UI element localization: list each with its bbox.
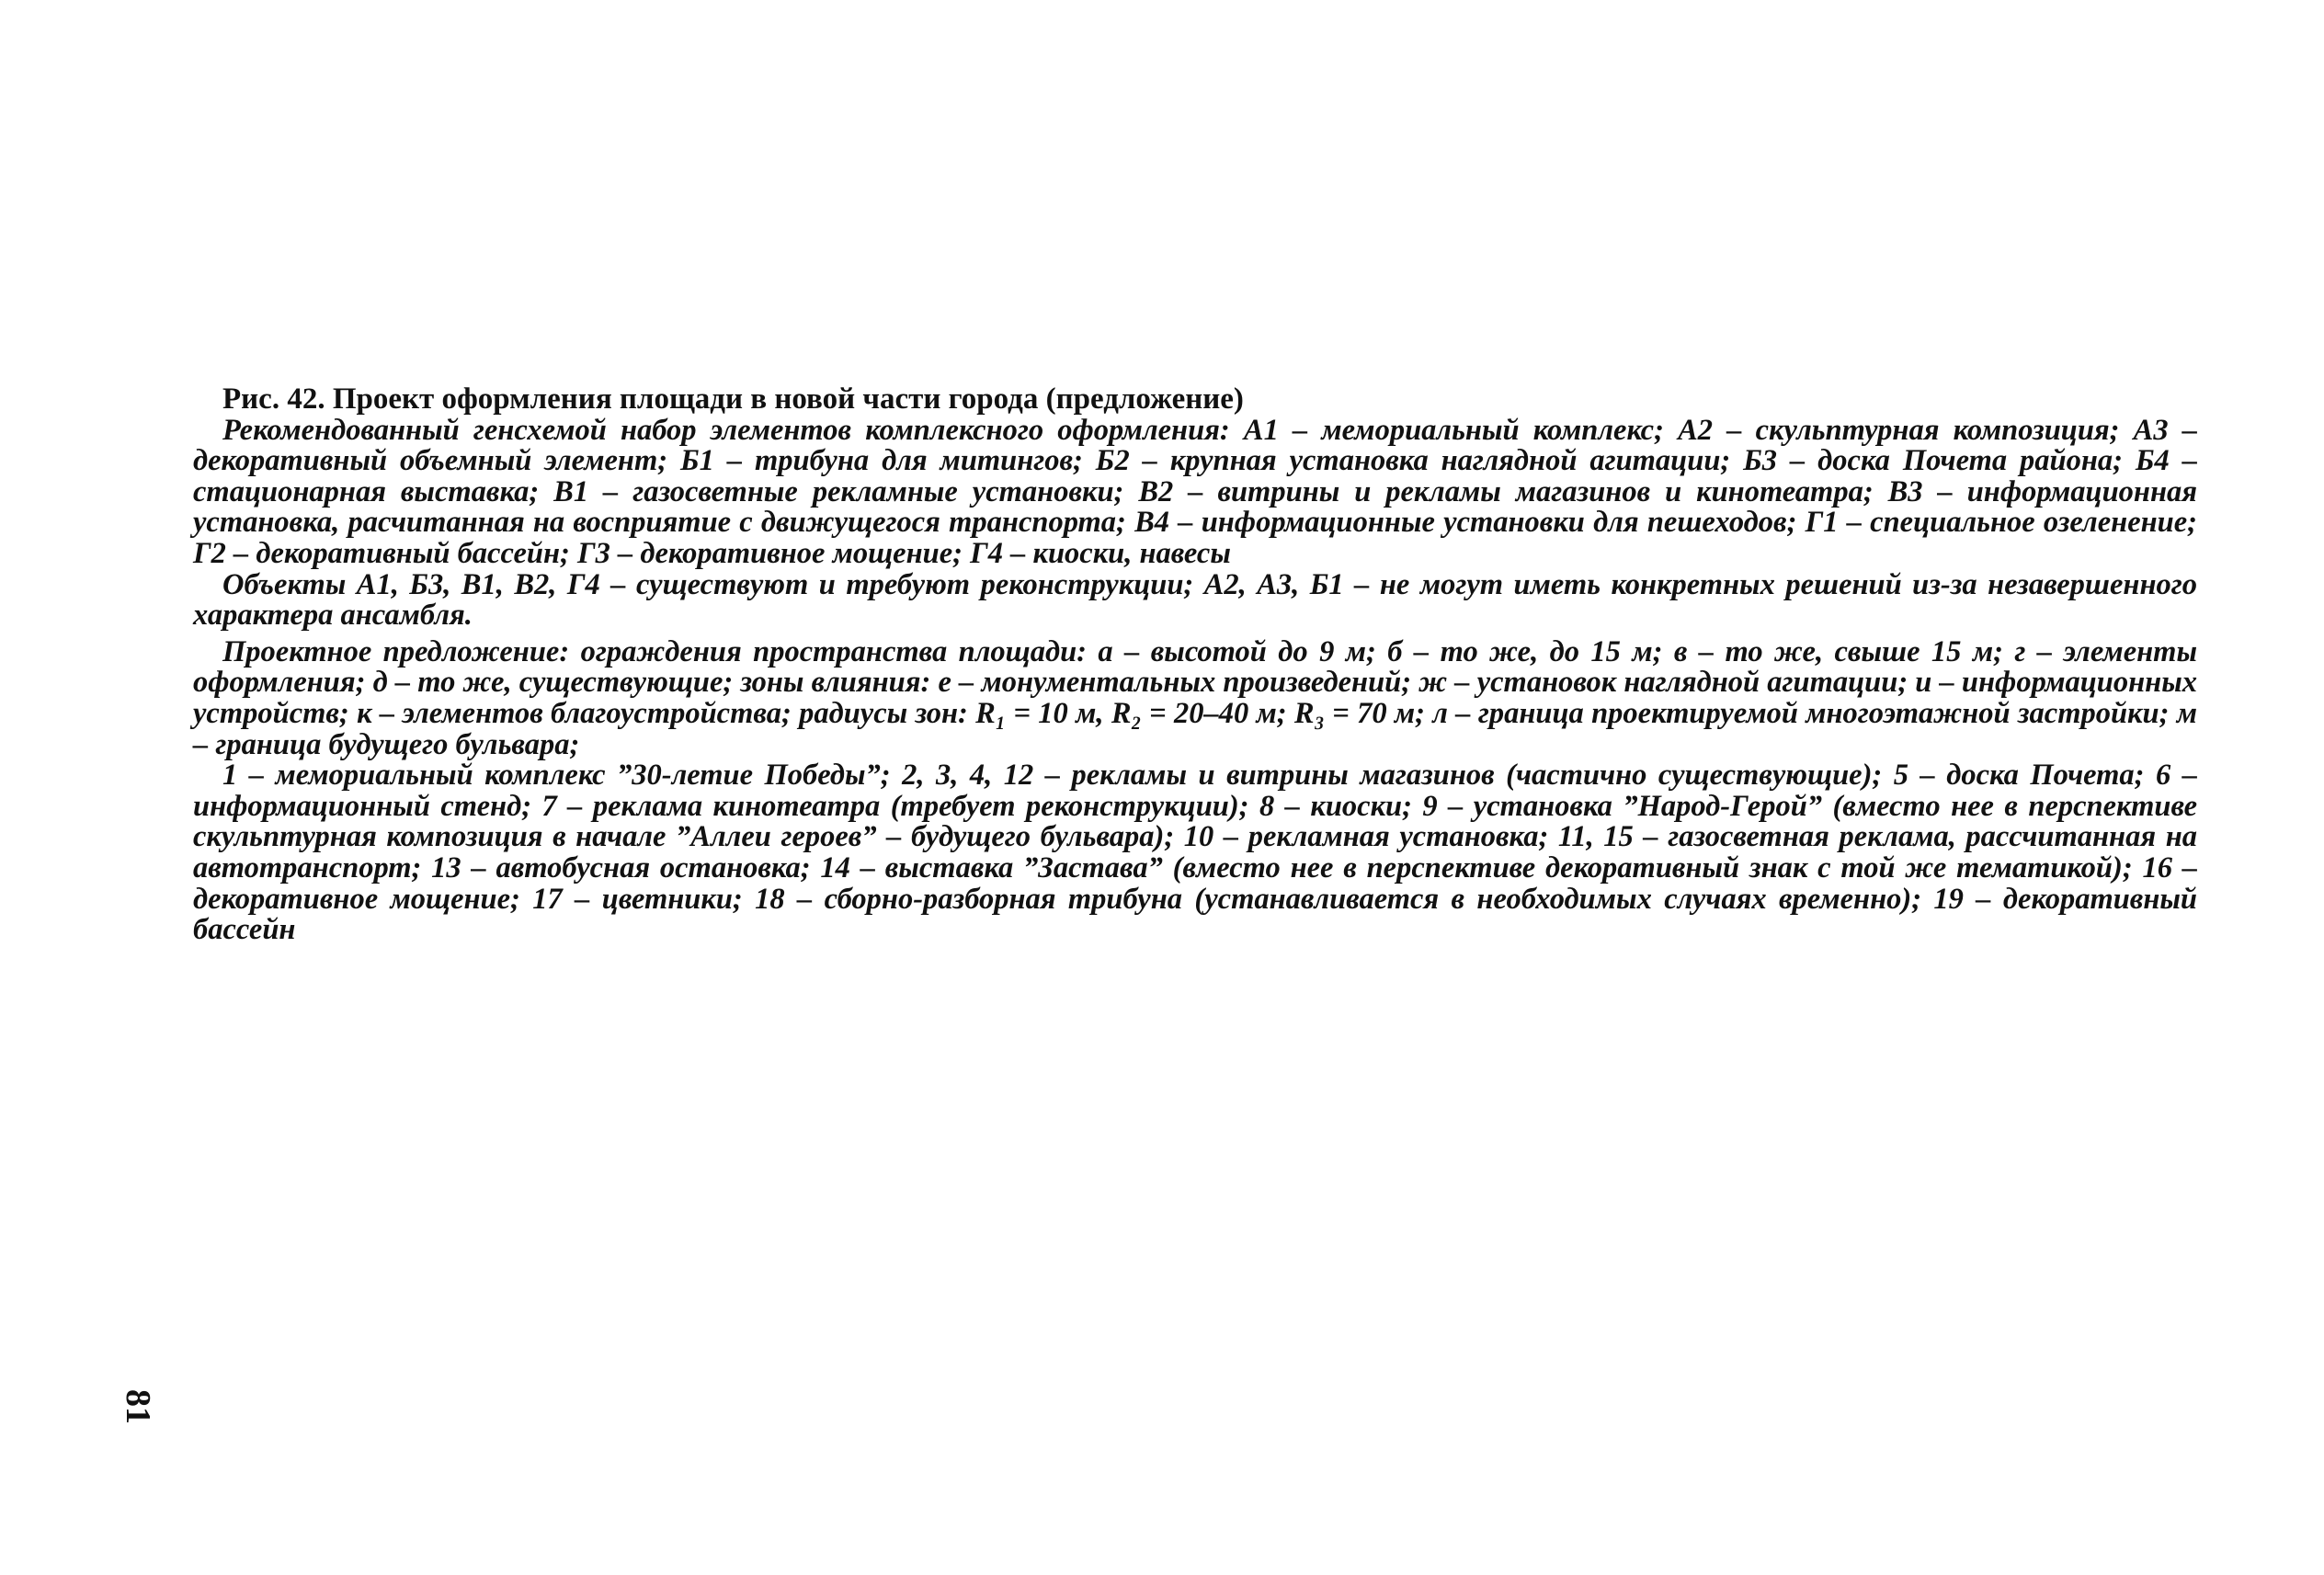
page-number: 81 xyxy=(119,1389,157,1424)
caption-title: Рис. 42. Проект оформления площади в новой части города (предложение) xyxy=(222,382,1244,416)
caption-paragraph-legend: 1 – мемориальный комплекс ”30-летие Победы”; 2, 3, 4, 12 – рекламы и витрины магазинов (частично существующие); 5 – доска Почета; 6 – информационный стенд; 7 – реклама кинотеатра (требует реконструкции); 8 – киоски; 9 – установка ”Народ-Герой” (вместо нее в перспективе скульптурная композиция в начале ”Аллеи героев” – будущего бульвара); 10 – рекламная установка; 11, 15 – газосветная реклама, рассчитанная на автотранспорт; 13 – автобусная остановка; 14 – выставка ”Застава” (вместо нее в перспективе декоративный знак с той же тематикой); 16 – декоративное мощение; 17 – цветники; 18 – сборно-разборная трибуна (устанавливается в необходимых случаях временно); 19 – декоративный бассейн xyxy=(193,759,2197,947)
figure-caption xyxy=(193,384,2197,946)
caption-paragraph-objects: Объекты А1, Б3, В1, В2, Г4 – существуют и требуют реконструкции; А2, А3, Б1 – не могут иметь конкретных решений из-за незавершенного характера ансамбля. xyxy=(193,567,2197,633)
caption-paragraph-elements: Рекомендованный генсхемой набор элементов комплексного оформления: А1 – мемориальный комплекс; А2 – скульптурная композиция; А3 – декоративный объемный элемент; Б1 – трибуна для митингов; Б2 – крупная установка наглядной агитации; Б3 – доска Почета района; Б4 – стационарная выставка; В1 – газосветные рекламные установки; В2 – витрины и рекламы магазинов и кинотеатра; В3 – информационная установка, расчитанная на восприятие с движущегося транспорта; В4 – информационные установки для пешеходов; Г1 – специальное озеленение; Г2 – декоративный бассейн; Г3 – декоративное мощение; Г4 – киоски, навесы xyxy=(193,413,2197,570)
caption-paragraph-proposal: Проектное предложение: ограждения пространства площади: а – высотой до 9 м; б – то же, до 15 м; в – то же, свыше 15 м; г – элементы оформления; д – то же, существующие; зоны влияния: е – монументальных произведений; ж – установок наглядной агитации; и – информационных устройств; к – элементов благоустройства; радиусы зон: R₁ = 10 м, R₂ = 20–40 м; R₃ = 70 м; л – граница проектируемой многоэтажной застройки; м – граница будущего бульвара; xyxy=(193,634,2197,761)
